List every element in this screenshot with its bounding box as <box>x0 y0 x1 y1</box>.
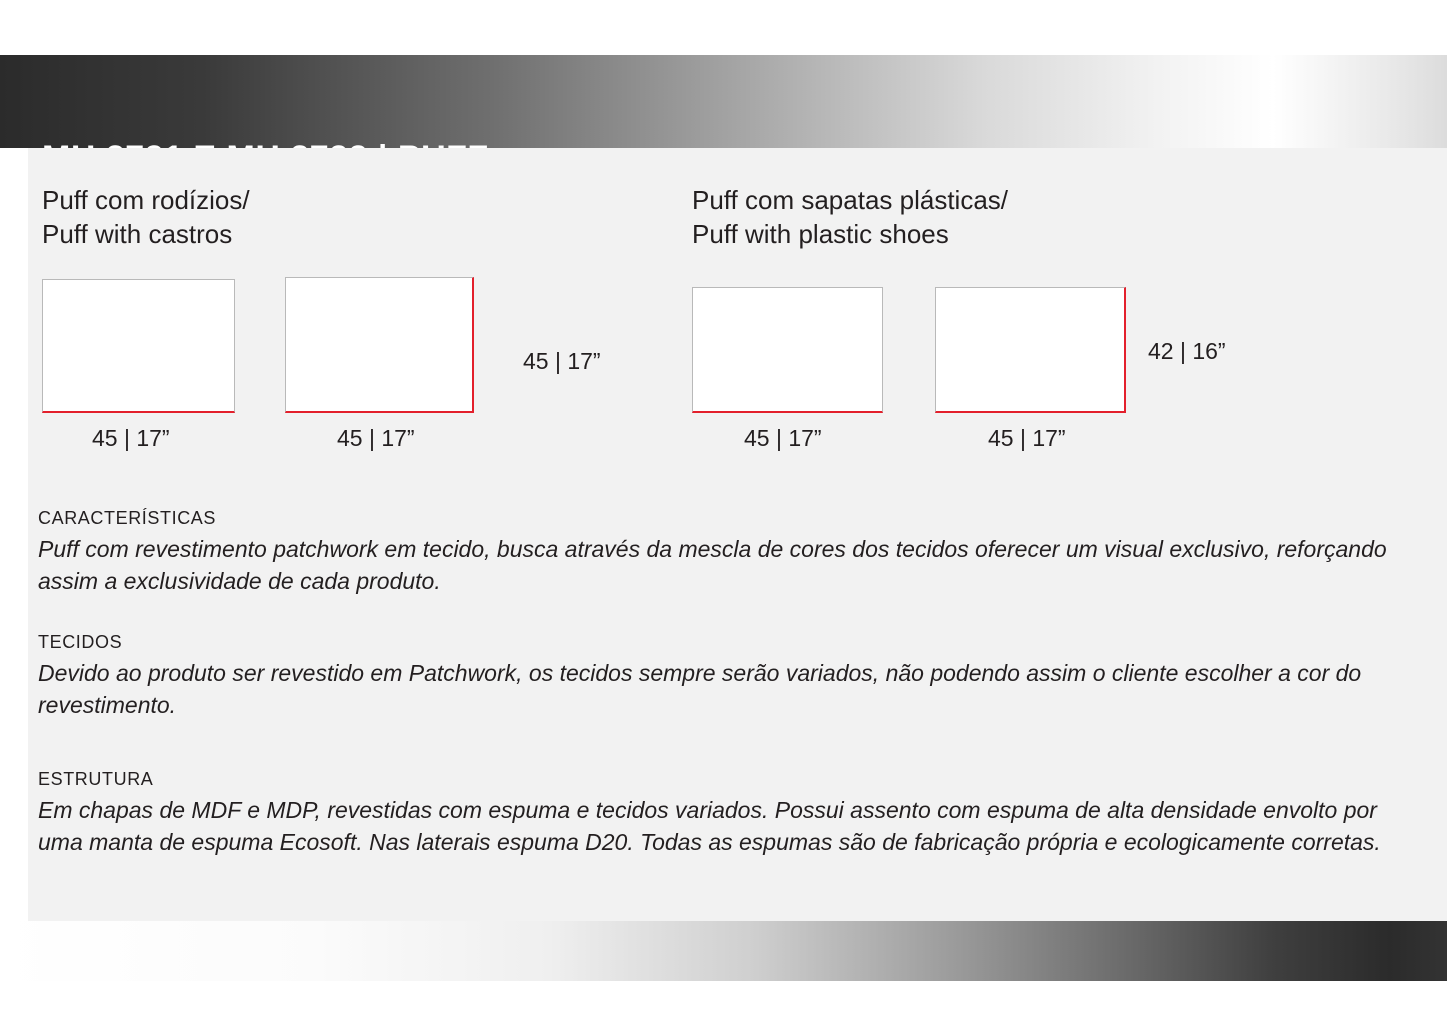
dimension-box-side-castors <box>285 277 474 413</box>
left-white-edge <box>0 148 28 921</box>
dimension-label-width-2: 45 | 17” <box>337 425 415 451</box>
header-bar <box>0 55 1447 148</box>
group-title-castors <box>42 183 250 251</box>
footer-bar <box>0 921 1447 981</box>
dimension-box-side-plastic-shoes <box>935 287 1126 413</box>
group-title-plastic-shoes-line1: Puff com sapatas plásticas/ <box>692 185 1009 215</box>
dimension-label-width-1: 45 | 17” <box>92 425 170 451</box>
group-title-castors-line2: Puff with castros <box>42 219 233 249</box>
dimension-label-height-2: 42 | 16” <box>1148 338 1226 364</box>
group-title-plastic-shoes <box>692 183 1008 251</box>
group-title-plastic-shoes-line2: Puff with plastic shoes <box>692 219 949 249</box>
top-margin <box>0 0 1447 55</box>
spec-heading-caracteristicas: CARACTERÍSTICAS <box>38 508 217 528</box>
dimension-box-front-castors <box>42 279 235 413</box>
spec-heading-tecidos: TECIDOS <box>38 632 123 652</box>
spec-body-caracteristicas: Puff com revestimento patchwork em tecido, busca através da mescla de cores dos tecidos oferecer um visual exclusivo, reforçando assim a exclusividade de cada produto. <box>38 536 1387 594</box>
dimension-label-width-4: 45 | 17” <box>988 425 1066 451</box>
spec-section-estrutura <box>38 769 1398 858</box>
group-title-castors-line1: Puff com rodízios/ <box>42 185 250 215</box>
spec-body-tecidos: Devido ao produto ser revestido em Patchwork, os tecidos sempre serão variados, não podendo assim o cliente escolher a cor do revestimento. <box>38 660 1362 718</box>
spec-section-tecidos <box>38 632 1398 721</box>
spec-section-caracteristicas <box>38 508 1398 597</box>
spec-body-estrutura: Em chapas de MDF e MDP, revestidas com espuma e tecidos variados. Possui assento com espuma de alta densidade envolto por uma manta de espuma Ecosoft. Nas laterais espuma D20. Todas as espumas são de fabricação própria e ecologicamente corretas. <box>38 797 1381 855</box>
bottom-margin <box>0 981 1447 1021</box>
dimension-box-front-plastic-shoes <box>692 287 883 413</box>
dimension-label-width-3: 45 | 17” <box>744 425 822 451</box>
spec-heading-estrutura: ESTRUTURA <box>38 769 154 789</box>
dimension-label-height-1: 45 | 17” <box>523 348 601 374</box>
